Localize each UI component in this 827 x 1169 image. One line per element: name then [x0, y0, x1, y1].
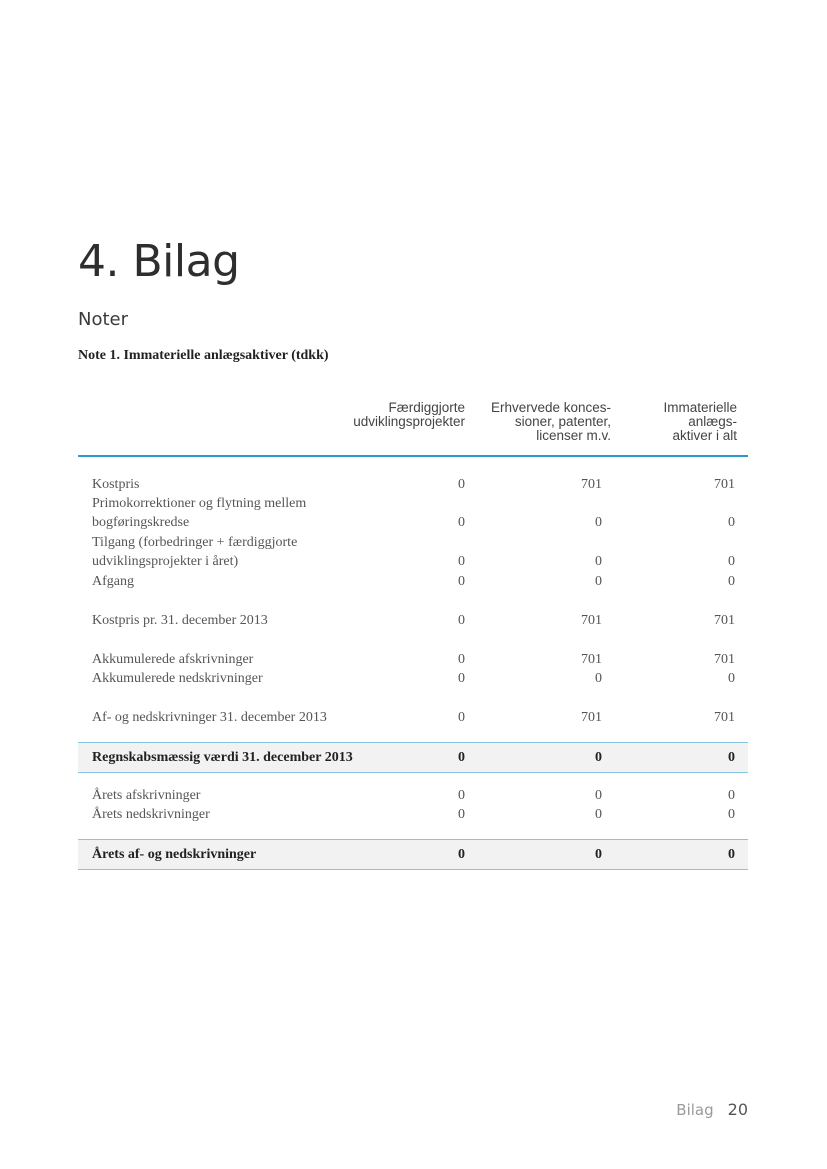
- row-label: bogføringskredse: [92, 515, 190, 530]
- row-label: Årets afskrivninger: [92, 788, 201, 803]
- row-value: 0: [458, 671, 465, 686]
- table-row: [78, 513, 748, 533]
- row-label: Afgang: [92, 574, 134, 589]
- row-label: Akkumulerede nedskrivninger: [92, 671, 263, 686]
- table-row: [78, 708, 748, 728]
- row-label: Tilgang (forbedringer + færdiggjorte: [92, 535, 298, 550]
- section-title: Noter: [78, 309, 129, 330]
- col-header-3: [663, 401, 737, 443]
- total-value: 0: [458, 847, 465, 862]
- row-value: 0: [728, 515, 735, 530]
- total-label: Regnskabsmæssig værdi 31. december 2013: [92, 750, 353, 765]
- col-header-line: Erhvervede konces-: [490, 400, 611, 415]
- col-header-1: [353, 401, 465, 429]
- total-row-book-value: [78, 742, 748, 773]
- row-value: 0: [458, 574, 465, 589]
- total-value: 0: [458, 750, 465, 765]
- total-row-depreciation: [78, 839, 748, 870]
- col-header-line: aktiver i alt: [672, 428, 737, 443]
- table-row: [78, 669, 748, 689]
- row-value: 0: [458, 554, 465, 569]
- row-value: 701: [714, 477, 735, 492]
- total-label: Årets af- og nedskrivninger: [92, 847, 257, 862]
- table-row: [78, 611, 748, 631]
- row-value: 0: [728, 807, 735, 822]
- table-header-rule: [78, 455, 748, 457]
- table-row: [78, 533, 748, 553]
- row-label: Primokorrektioner og flytning mellem: [92, 496, 307, 511]
- row-value: 0: [595, 671, 602, 686]
- total-value: 0: [595, 750, 602, 765]
- row-value: 701: [581, 477, 602, 492]
- col-header-2: [491, 401, 611, 443]
- row-value: 0: [595, 807, 602, 822]
- row-value: 0: [595, 515, 602, 530]
- row-label: Kostpris pr. 31. december 2013: [92, 613, 268, 628]
- row-label: Kostpris: [92, 477, 140, 492]
- table-row: [78, 494, 748, 514]
- row-value: 0: [458, 613, 465, 628]
- total-value: 0: [595, 847, 602, 862]
- row-value: 0: [458, 788, 465, 803]
- col-header-line: udviklingsprojekter: [353, 414, 465, 429]
- table-row: [78, 572, 748, 592]
- col-header-line: licenser m.v.: [536, 428, 611, 443]
- row-value: 0: [728, 671, 735, 686]
- table-row: [78, 475, 748, 495]
- row-value: 701: [581, 652, 602, 667]
- footer-section: Bilag: [676, 1101, 714, 1119]
- row-value: 0: [728, 788, 735, 803]
- col-header-line: Immaterielle: [663, 400, 737, 415]
- row-value: 701: [714, 710, 735, 725]
- table-row: [78, 552, 748, 572]
- row-label: Akkumulerede afskrivninger: [92, 652, 254, 667]
- row-value: 701: [714, 652, 735, 667]
- row-value: 0: [458, 652, 465, 667]
- page-number: 20: [727, 1100, 748, 1119]
- row-value: 0: [458, 477, 465, 492]
- row-value: 701: [714, 613, 735, 628]
- row-value: 701: [581, 613, 602, 628]
- page-footer: [676, 1100, 748, 1120]
- table-row: [78, 650, 748, 670]
- table-row: [78, 805, 748, 825]
- row-label: Af- og nedskrivninger 31. december 2013: [92, 710, 327, 725]
- row-value: 0: [458, 710, 465, 725]
- table-row: [78, 786, 748, 806]
- row-value: 0: [728, 574, 735, 589]
- col-header-line: Færdiggjorte: [388, 400, 465, 415]
- chapter-title: 4. Bilag: [78, 236, 240, 287]
- total-value: 0: [728, 847, 735, 862]
- total-value: 0: [728, 750, 735, 765]
- col-header-line: anlægs-: [688, 414, 737, 429]
- row-value: 0: [595, 574, 602, 589]
- row-value: 0: [728, 554, 735, 569]
- note-title: Note 1. Immaterielle anlægsaktiver (tdkk): [78, 348, 329, 363]
- row-value: 701: [581, 710, 602, 725]
- row-label: Årets nedskrivninger: [92, 807, 210, 822]
- col-header-line: sioner, patenter,: [514, 414, 611, 429]
- row-value: 0: [595, 554, 602, 569]
- row-label: udviklingsprojekter i året): [92, 554, 239, 569]
- row-value: 0: [458, 515, 465, 530]
- row-value: 0: [458, 807, 465, 822]
- row-value: 0: [595, 788, 602, 803]
